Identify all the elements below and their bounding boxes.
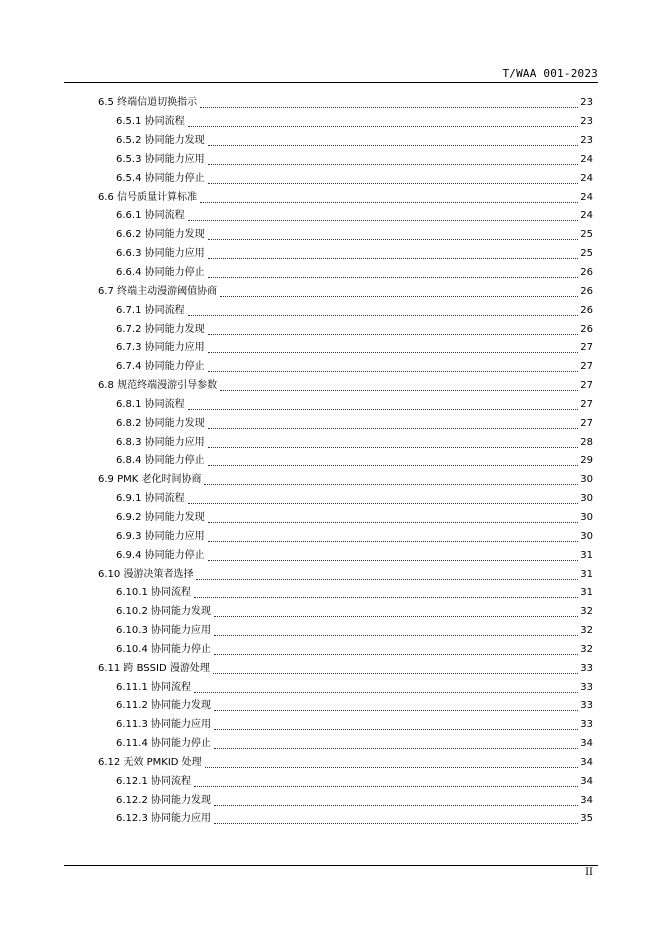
toc-entry-title: 6.11 跨 BSSID 漫游处理 xyxy=(98,662,210,674)
document-code: T/WAA 001-2023 xyxy=(502,67,598,80)
toc-entry-title: 6.9.3 协同能力应用 xyxy=(116,530,205,542)
toc-dot-leader xyxy=(208,163,579,165)
toc-entry-subsection[interactable] xyxy=(98,678,593,697)
toc-entry-section[interactable] xyxy=(98,565,593,584)
toc-entry-subsection[interactable] xyxy=(98,490,593,509)
toc-entry-subsection[interactable] xyxy=(98,226,593,245)
footer-rule xyxy=(64,865,598,866)
toc-dot-leader xyxy=(208,276,579,278)
toc-entry-title: 6.5.2 协同能力发现 xyxy=(116,135,205,147)
toc-entry-page: 25 xyxy=(580,229,593,241)
toc-dot-leader xyxy=(208,182,579,184)
toc-dot-leader xyxy=(194,691,578,693)
toc-dot-leader xyxy=(208,333,579,335)
toc-entry-page: 33 xyxy=(580,681,593,693)
toc-entry-subsection[interactable] xyxy=(98,509,593,528)
toc-entry-subsection[interactable] xyxy=(98,452,593,471)
toc-dot-leader xyxy=(214,822,578,824)
header-rule xyxy=(64,82,598,83)
toc-entry-title: 6.6.2 协同能力发现 xyxy=(116,229,205,241)
toc-entry-title: 6.7.2 协同能力发现 xyxy=(116,323,205,335)
toc-entry-page: 33 xyxy=(580,719,593,731)
toc-entry-title: 6.5.3 协同能力应用 xyxy=(116,153,205,165)
toc-entry-subsection[interactable] xyxy=(98,622,593,641)
toc-entry-subsection[interactable] xyxy=(98,207,593,226)
toc-entry-title: 6.7.1 协同流程 xyxy=(116,304,185,316)
toc-entry-subsection[interactable] xyxy=(98,527,593,546)
toc-entry-page: 30 xyxy=(580,474,593,486)
toc-entry-title: 6.9.1 协同流程 xyxy=(116,493,185,505)
toc-entry-subsection[interactable] xyxy=(98,603,593,622)
toc-entry-title: 6.12 无效 PMKID 处理 xyxy=(98,756,202,768)
toc-entry-section[interactable] xyxy=(98,659,593,678)
page-number: II xyxy=(585,867,593,878)
toc-entry-title: 6.10.4 协同能力停止 xyxy=(116,643,211,655)
toc-entry-title: 6.12.3 协同能力应用 xyxy=(116,813,211,825)
toc-entry-subsection[interactable] xyxy=(98,264,593,283)
toc-entry-page: 23 xyxy=(580,116,593,128)
toc-entry-subsection[interactable] xyxy=(98,810,593,829)
toc-entry-page: 31 xyxy=(580,568,593,580)
toc-dot-leader xyxy=(188,408,579,410)
toc-dot-leader xyxy=(200,106,578,108)
toc-entry-title: 6.9.2 协同能力发现 xyxy=(116,511,205,523)
toc-entry-page: 30 xyxy=(580,493,593,505)
toc-entry-page: 32 xyxy=(580,643,593,655)
toc-entry-subsection[interactable] xyxy=(98,414,593,433)
toc-entry-subsection[interactable] xyxy=(98,791,593,810)
toc-entry-title: 6.10.2 协同能力发现 xyxy=(116,606,211,618)
toc-entry-title: 6.11.1 协同流程 xyxy=(116,681,191,693)
toc-entry-title: 6.6.1 协同流程 xyxy=(116,210,185,222)
toc-entry-page: 31 xyxy=(580,587,593,599)
toc-dot-leader xyxy=(188,219,579,221)
toc-dot-leader xyxy=(200,201,578,203)
toc-entry-page: 33 xyxy=(580,700,593,712)
toc-entry-page: 34 xyxy=(580,775,593,787)
toc-entry-page: 26 xyxy=(580,304,593,316)
toc-dot-leader xyxy=(208,370,579,372)
toc-entry-subsection[interactable] xyxy=(98,245,593,264)
toc-entry-subsection[interactable] xyxy=(98,169,593,188)
toc-dot-leader xyxy=(214,747,578,749)
toc-entry-page: 34 xyxy=(580,794,593,806)
toc-entry-title: 6.11.2 协同能力发现 xyxy=(116,700,211,712)
toc-entry-page: 34 xyxy=(580,756,593,768)
toc-dot-leader xyxy=(205,766,579,768)
toc-entry-title: 6.5.1 协同流程 xyxy=(116,116,185,128)
toc-entry-subsection[interactable] xyxy=(98,716,593,735)
toc-entry-page: 32 xyxy=(580,606,593,618)
toc-dot-leader xyxy=(214,634,578,636)
toc-entry-title: 6.6.3 协同能力应用 xyxy=(116,248,205,260)
toc-dot-leader xyxy=(214,615,578,617)
toc-entry-page: 25 xyxy=(580,248,593,260)
toc-entry-title: 6.10 漫游决策者选择 xyxy=(98,568,194,580)
toc-entry-subsection[interactable] xyxy=(98,113,593,132)
toc-entry-page: 30 xyxy=(580,511,593,523)
toc-entry-title: 6.10.3 协同能力应用 xyxy=(116,625,211,637)
toc-dot-leader xyxy=(188,314,579,316)
toc-entry-section[interactable] xyxy=(98,377,593,396)
toc-dot-leader xyxy=(214,728,578,730)
toc-entry-page: 33 xyxy=(580,662,593,674)
toc-entry-title: 6.12.1 协同流程 xyxy=(116,775,191,787)
toc-entry-subsection[interactable] xyxy=(98,151,593,170)
toc-dot-leader xyxy=(208,559,579,561)
toc-entry-title: 6.7.4 协同能力停止 xyxy=(116,361,205,373)
toc-entry-subsection[interactable] xyxy=(98,697,593,716)
toc-entry-page: 24 xyxy=(580,153,593,165)
toc-entry-title: 6.8.3 协同能力应用 xyxy=(116,436,205,448)
toc-entry-page: 27 xyxy=(580,398,593,410)
toc-entry-title: 6.7.3 协同能力应用 xyxy=(116,342,205,354)
toc-entry-page: 29 xyxy=(580,455,593,467)
toc-entry-page: 24 xyxy=(580,210,593,222)
toc-entry-title: 6.8.4 协同能力停止 xyxy=(116,455,205,467)
toc-entry-subsection[interactable] xyxy=(98,132,593,151)
toc-entry-title: 6.6.4 协同能力停止 xyxy=(116,267,205,279)
toc-entry-title: 6.8 规范终端漫游引导参数 xyxy=(98,380,218,392)
toc-entry-subsection[interactable] xyxy=(98,433,593,452)
toc-dot-leader xyxy=(208,238,579,240)
toc-entry-section[interactable] xyxy=(98,282,593,301)
toc-dot-leader xyxy=(208,540,579,542)
toc-entry-page: 27 xyxy=(580,417,593,429)
toc-dot-leader xyxy=(208,521,579,523)
toc-entry-section[interactable] xyxy=(98,754,593,773)
toc-entry-page: 34 xyxy=(580,738,593,750)
toc-entry-page: 27 xyxy=(580,342,593,354)
toc-entry-title: 6.6 信号质量计算标准 xyxy=(98,191,198,203)
toc-dot-leader xyxy=(194,596,578,598)
toc-entry-subsection[interactable] xyxy=(98,358,593,377)
toc-entry-page: 27 xyxy=(580,380,593,392)
toc-entry-subsection[interactable] xyxy=(98,396,593,415)
toc-entry-page: 24 xyxy=(580,172,593,184)
toc-dot-leader xyxy=(196,578,578,580)
toc-entry-subsection[interactable] xyxy=(98,339,593,358)
toc-entry-subsection[interactable] xyxy=(98,301,593,320)
toc-dot-leader xyxy=(208,257,579,259)
toc-dot-leader xyxy=(208,351,579,353)
toc-dot-leader xyxy=(220,389,578,391)
toc-entry-section[interactable] xyxy=(98,188,593,207)
toc-entry-subsection[interactable] xyxy=(98,546,593,565)
toc-dot-leader xyxy=(208,446,579,448)
toc-dot-leader xyxy=(208,144,579,146)
toc-entry-title: 6.5.4 协同能力停止 xyxy=(116,172,205,184)
toc-entry-subsection[interactable] xyxy=(98,320,593,339)
toc-entry-title: 6.11.4 协同能力停止 xyxy=(116,738,211,750)
toc-entry-page: 31 xyxy=(580,549,593,561)
toc-entry-title: 6.9.4 协同能力停止 xyxy=(116,549,205,561)
toc-dot-leader xyxy=(208,464,579,466)
toc-entry-page: 30 xyxy=(580,530,593,542)
toc-entry-subsection[interactable] xyxy=(98,772,593,791)
toc-entry-page: 23 xyxy=(580,135,593,147)
toc-dot-leader xyxy=(214,709,578,711)
toc-dot-leader xyxy=(213,672,578,674)
toc-dot-leader xyxy=(214,653,578,655)
toc-dot-leader xyxy=(188,502,579,504)
toc-entry-page: 26 xyxy=(580,323,593,335)
toc-dot-leader xyxy=(194,785,578,787)
table-of-contents xyxy=(98,94,593,829)
toc-entry-title: 6.10.1 协同流程 xyxy=(116,587,191,599)
toc-entry-subsection[interactable] xyxy=(98,584,593,603)
toc-entry-title: 6.7 终端主动漫游阈值协商 xyxy=(98,285,218,297)
toc-entry-page: 23 xyxy=(580,97,593,109)
toc-entry-title: 6.8.2 协同能力发现 xyxy=(116,417,205,429)
toc-dot-leader xyxy=(208,427,579,429)
toc-dot-leader xyxy=(188,125,579,127)
toc-entry-title: 6.9 PMK 老化时间协商 xyxy=(98,474,202,486)
toc-entry-page: 28 xyxy=(580,436,593,448)
toc-entry-page: 27 xyxy=(580,361,593,373)
toc-entry-title: 6.11.3 协同能力应用 xyxy=(116,719,211,731)
toc-entry-subsection[interactable] xyxy=(98,640,593,659)
toc-entry-page: 32 xyxy=(580,625,593,637)
toc-entry-subsection[interactable] xyxy=(98,735,593,754)
toc-entry-title: 6.12.2 协同能力发现 xyxy=(116,794,211,806)
toc-entry-page: 24 xyxy=(580,191,593,203)
toc-dot-leader xyxy=(204,483,578,485)
toc-dot-leader xyxy=(220,295,578,297)
toc-dot-leader xyxy=(214,804,578,806)
toc-entry-page: 26 xyxy=(580,267,593,279)
toc-entry-title: 6.5 终端信道切换指示 xyxy=(98,97,198,109)
toc-entry-title: 6.8.1 协同流程 xyxy=(116,398,185,410)
toc-entry-page: 26 xyxy=(580,285,593,297)
toc-entry-section[interactable] xyxy=(98,94,593,113)
toc-entry-section[interactable] xyxy=(98,471,593,490)
toc-entry-page: 35 xyxy=(580,813,593,825)
